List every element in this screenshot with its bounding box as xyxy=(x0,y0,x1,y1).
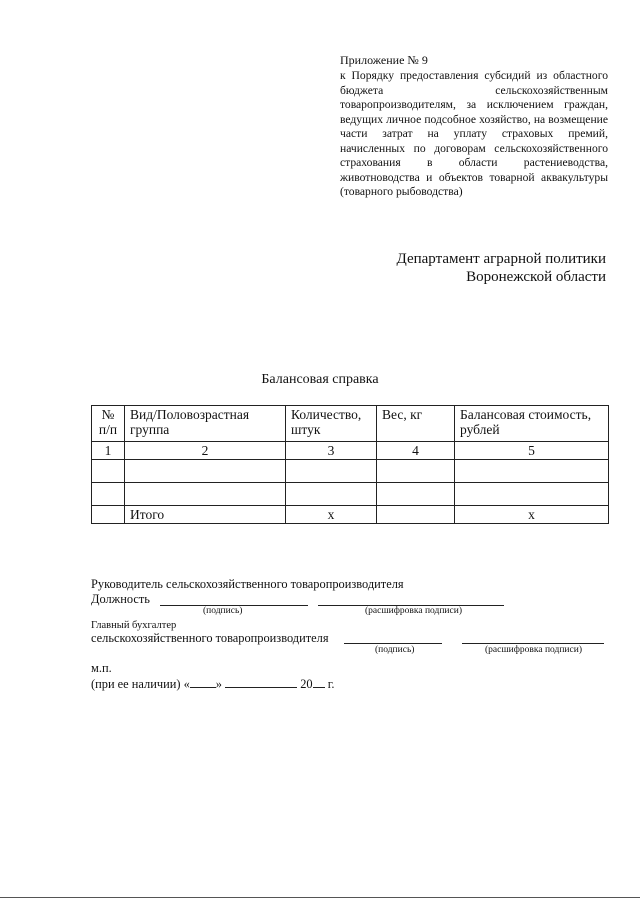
table-cell xyxy=(377,460,455,483)
chief-accountant-label: Главный бухгалтер xyxy=(91,620,177,631)
table-column-numbers-row xyxy=(92,442,609,460)
table-cell xyxy=(377,483,455,506)
stamp-label: м.п. xyxy=(91,661,112,675)
table-header-row xyxy=(92,406,609,442)
table-row xyxy=(92,460,609,483)
head-title: Руководитель сельскохозяйственного товаропроизводителя xyxy=(91,577,404,591)
month-blank xyxy=(225,687,297,688)
producer-label: сельскохозяйственного товаропроизводителя xyxy=(91,631,329,645)
table-cell xyxy=(286,460,377,483)
column-number-5: 5 xyxy=(455,442,609,460)
header-balance-value: Балансовая стоимость, рублей xyxy=(455,406,609,442)
page-bottom-edge xyxy=(0,897,640,898)
balance-table xyxy=(91,405,609,524)
total-value: х xyxy=(455,506,609,524)
table-cell xyxy=(125,460,286,483)
table-cell xyxy=(455,483,609,506)
department-line-1: Департамент аграрной политики xyxy=(396,251,606,267)
day-blank xyxy=(190,687,216,688)
accountant-signature-caption: (подпись) xyxy=(375,645,415,655)
header-type-group: Вид/Половозрастная группа xyxy=(125,406,286,442)
header-quantity: Количество, штук xyxy=(286,406,377,442)
total-quantity: х xyxy=(286,506,377,524)
accountant-signature-line xyxy=(344,643,442,644)
header-number: № п/п xyxy=(92,406,125,442)
appendix-title: Приложение № 9 xyxy=(340,53,428,67)
appendix-body: к Порядку предоставления субсидий из областного бюджета сельскохозяйственным товаропроизводителям, за исключением граждан, ведущих личное подсобное хозяйство, на возмещение части затрат на уплату страховых премий, начисленных по договорам сельскохозяйственного страхования в области растениеводства, животноводства и объектов товарной аквакультуры (товарного рыбоводства) xyxy=(340,69,608,198)
stamp-condition: (при ее наличии) xyxy=(91,677,181,691)
table-cell xyxy=(92,460,125,483)
department-line-2: Воронежской области xyxy=(466,269,606,285)
table-cell xyxy=(92,506,125,524)
column-number-4: 4 xyxy=(377,442,455,460)
date-row xyxy=(91,677,334,692)
table-cell xyxy=(286,483,377,506)
table-cell xyxy=(455,460,609,483)
total-weight xyxy=(377,506,455,524)
table-cell xyxy=(125,483,286,506)
column-number-3: 3 xyxy=(286,442,377,460)
table-row xyxy=(92,483,609,506)
date-open-quote: « xyxy=(183,677,190,691)
accountant-decoding-caption: (расшифровка подписи) xyxy=(485,645,582,655)
table-total-row xyxy=(92,506,609,524)
accountant-decoding-line xyxy=(462,643,604,644)
year-suffix: г. xyxy=(327,677,335,691)
signature-caption: (подпись) xyxy=(203,606,243,616)
decoding-caption: (расшифровка подписи) xyxy=(365,606,462,616)
date-close-quote: » xyxy=(215,677,222,691)
column-number-1: 1 xyxy=(92,442,125,460)
header-weight: Вес, кг xyxy=(377,406,455,442)
position-label: Должность xyxy=(91,592,150,606)
year-blank xyxy=(313,687,325,688)
year-prefix: 20 xyxy=(300,677,313,691)
table-cell xyxy=(92,483,125,506)
total-label: Итого xyxy=(125,506,286,524)
department-block xyxy=(397,250,606,286)
column-number-2: 2 xyxy=(125,442,286,460)
document-title: Балансовая справка xyxy=(261,372,379,387)
